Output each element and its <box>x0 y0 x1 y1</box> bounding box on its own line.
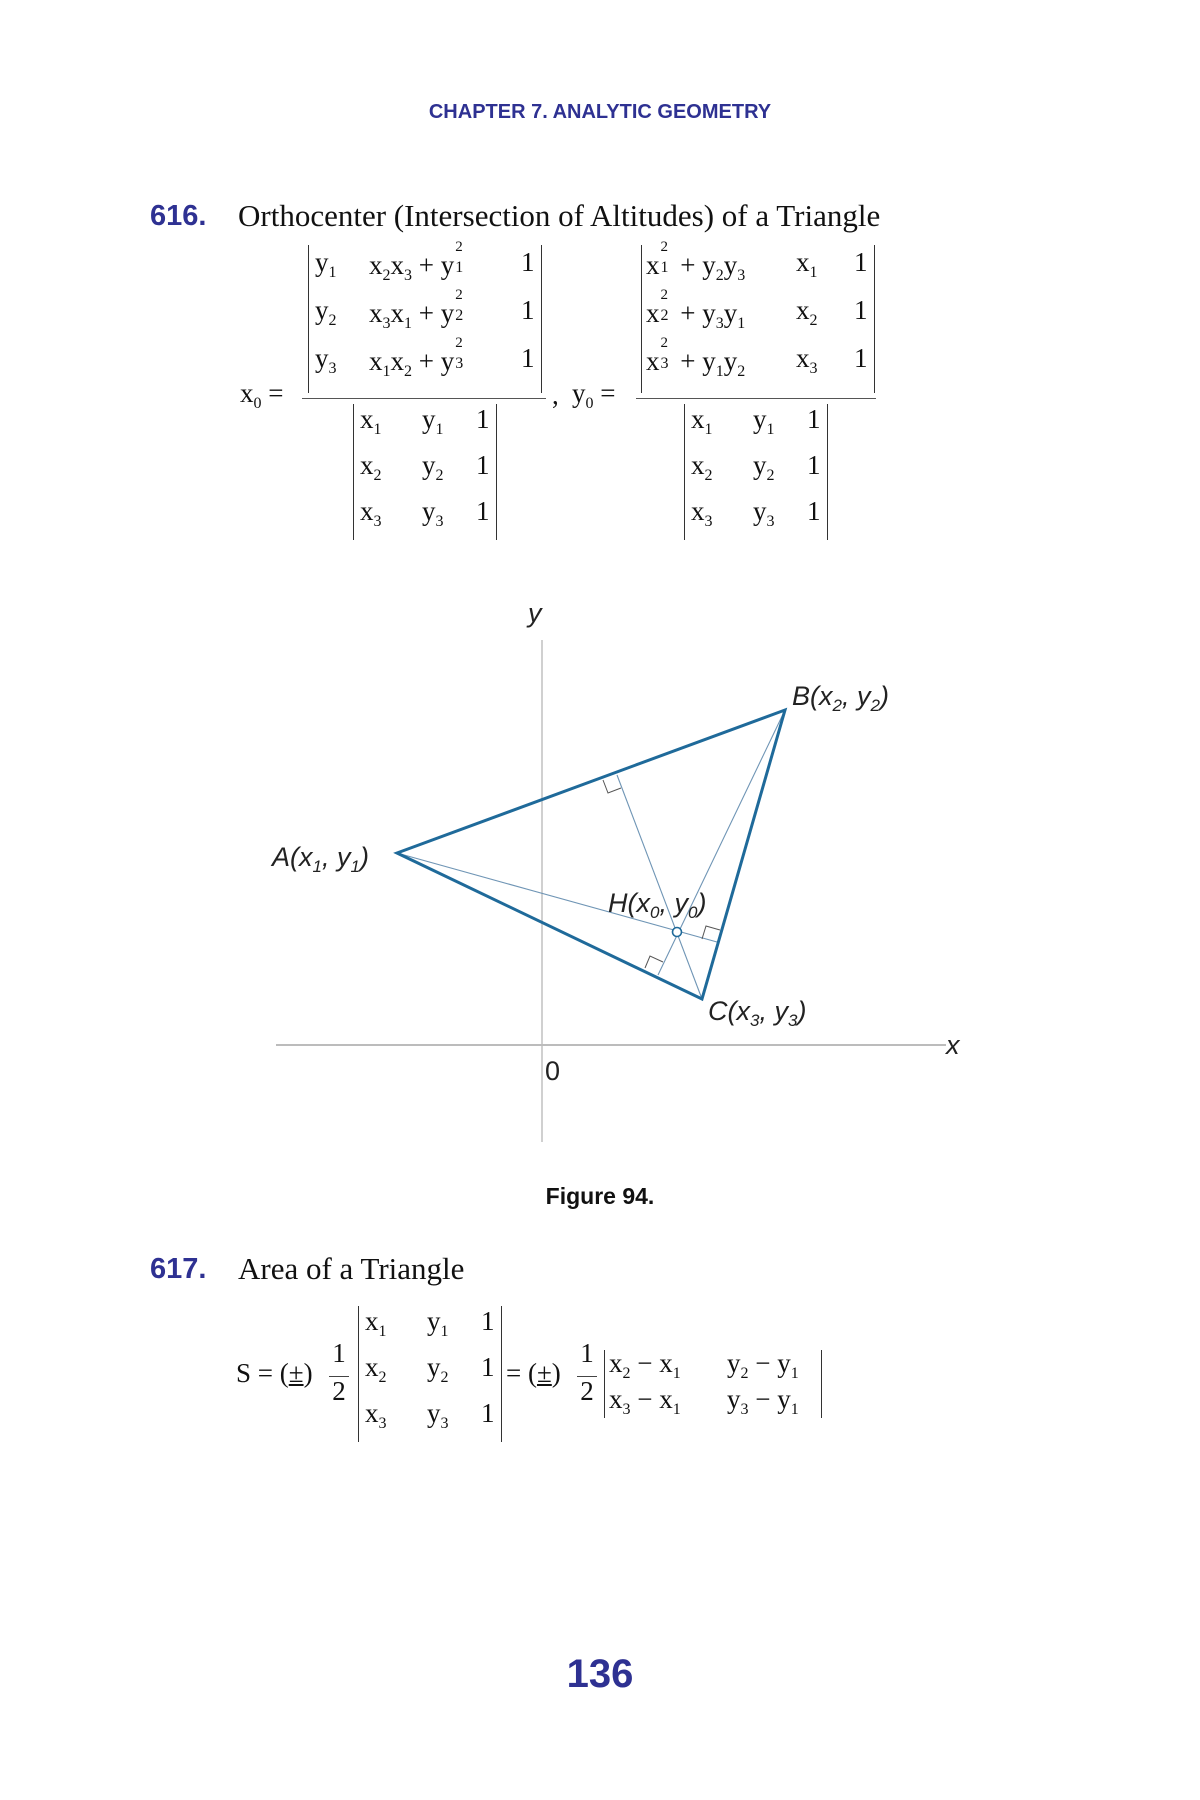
right-angle-mark-ab <box>603 780 621 793</box>
point-c-label: $C(x_3$, $y_3$) <box>708 996 807 1030</box>
section-616-title: Orthocenter (Intersection of Altitudes) of a Triangle <box>238 198 881 233</box>
altitudes <box>397 710 785 999</box>
right-angle-marks <box>603 780 720 968</box>
half-denominator-2: 2 <box>580 1376 594 1406</box>
half-numerator-1: 1 <box>332 1338 346 1368</box>
y0-numerator-determinant: x 2 1 + $y_2y_3$ $x_1$ 1 x 2 2 + $y_3y_1$ $x_2$ 1 x 2 3 + $y_1y_2$ $x_3$ 1 <box>641 245 875 393</box>
y-axis-label: y <box>528 598 542 628</box>
area-determinant-3x3: $x_1$ $y_1$ 1 $x_2$ $y_2$ 1 $x_3$ $y_3$ 1 <box>358 1306 502 1442</box>
right-angle-mark-ac <box>645 956 663 968</box>
origin-label: 0 <box>545 1056 561 1086</box>
x-axis-label: x <box>946 1030 960 1060</box>
half-denominator-1: 2 <box>332 1376 346 1406</box>
point-h-label: $H(x_0$, $y_0$) <box>608 888 707 922</box>
area-equals: = (±) <box>506 1358 561 1388</box>
area-lhs: S = (±) <box>236 1358 313 1388</box>
point-b-label: $B(x_2$, $y_2$) <box>792 681 889 715</box>
right-angle-mark-bc <box>702 926 720 939</box>
x0-numerator-determinant: $y_1$ $x_2x_3 + y$ 2 1 1 $y_2$ $x_3x_1 + y$ 2 2 1 $y_3$ $x_1x_2 + y$ 2 3 1 <box>308 245 542 393</box>
x0-denominator-determinant: $x_1$ $y_1$ 1 $x_2$ $y_2$ 1 $x_3$ $y_3$ 1 <box>353 404 497 540</box>
y0-denominator-determinant: $x_1$ $y_1$ 1 $x_2$ $y_2$ 1 $x_3$ $y_3$ 1 <box>684 404 828 540</box>
figure-caption: Figure 94. <box>545 1183 655 1209</box>
section-617-title: Area of a Triangle <box>238 1251 465 1286</box>
triangle-abc <box>397 710 785 999</box>
x0-lhs: $x_0$ = <box>240 378 284 412</box>
section-617-number: 617. <box>150 1253 207 1285</box>
y0-lhs: $y_0$ = <box>572 378 616 412</box>
chapter-header: CHAPTER 7. ANALYTIC GEOMETRY <box>428 101 772 123</box>
area-determinant-2x2: $x_2 - x_1$ $y_2 - y_1$ $x_3 - x_1$ $y_3 - y_1$ <box>604 1350 822 1418</box>
page-number: 136 <box>566 1652 634 1696</box>
orthocenter-point <box>673 928 682 937</box>
point-a-label: $A(x_1$, $y_1$) <box>272 842 369 876</box>
section-616-number: 616. <box>150 200 207 232</box>
formula-separator: , <box>552 380 559 410</box>
half-numerator-2: 1 <box>580 1338 594 1368</box>
